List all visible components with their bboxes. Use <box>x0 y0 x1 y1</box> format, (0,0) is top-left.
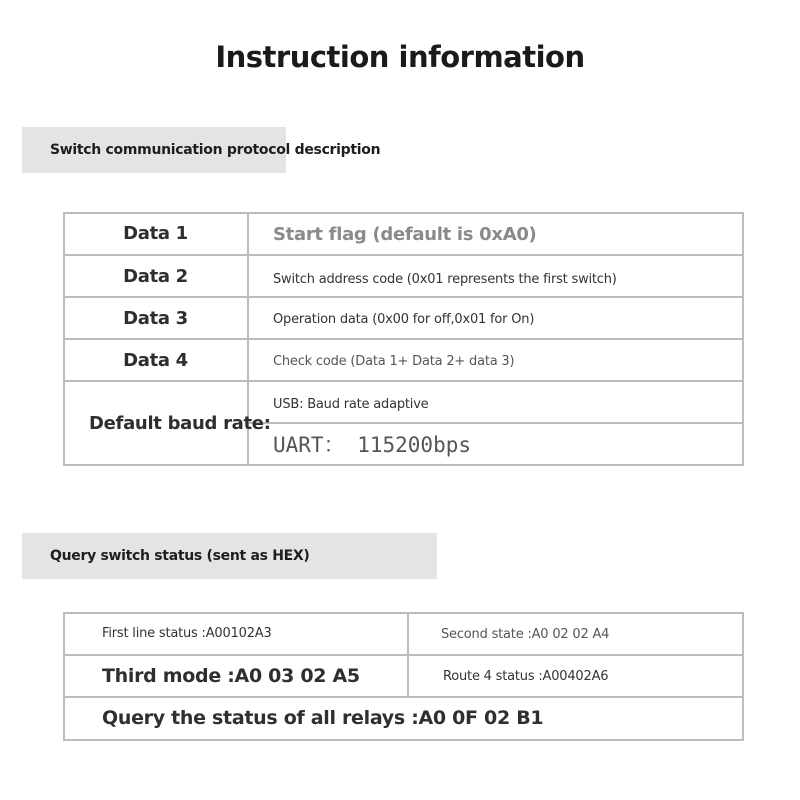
protocol-row-value: Operation data (0x00 for off,0x01 for On) <box>273 312 535 327</box>
section-label-protocol <box>22 127 381 173</box>
query-third-line: Third mode :A0 03 02 A5 <box>102 665 360 687</box>
divider <box>63 254 744 256</box>
divider <box>63 696 744 698</box>
section-label-protocol-text: Switch communication protocol description <box>50 142 381 158</box>
query-second-line: Second state :A0 02 02 A4 <box>441 627 610 642</box>
query-first-line: First line status :A00102A3 <box>102 626 272 641</box>
query-fourth-line: Route 4 status :A00402A6 <box>443 669 609 684</box>
divider <box>63 380 744 382</box>
protocol-row-value: Start flag (default is 0xA0) <box>273 224 537 245</box>
divider <box>248 422 744 424</box>
baud-rate-key: Default baud rate: <box>89 413 271 434</box>
divider <box>63 338 744 340</box>
baud-rate-usb: USB: Baud rate adaptive <box>273 397 429 412</box>
protocol-row-key: Data 3 <box>123 308 188 329</box>
divider <box>63 296 744 298</box>
baud-rate-uart: UART： 115200bps <box>273 433 472 457</box>
protocol-row-key: Data 2 <box>123 266 188 287</box>
page-title: Instruction information <box>215 40 585 74</box>
protocol-row-value: Switch address code (0x01 represents the first switch) <box>273 272 617 287</box>
query-all-relays: Query the status of all relays :A0 0F 02 B1 <box>102 707 544 729</box>
divider <box>63 654 744 656</box>
section-label-query-text: Query switch status (sent as HEX) <box>50 548 310 564</box>
protocol-row-value: Check code (Data 1+ Data 2+ data 3) <box>273 354 515 369</box>
protocol-row-key: Data 1 <box>123 223 188 244</box>
protocol-row-key: Data 4 <box>123 350 188 371</box>
section-label-query <box>22 533 437 579</box>
